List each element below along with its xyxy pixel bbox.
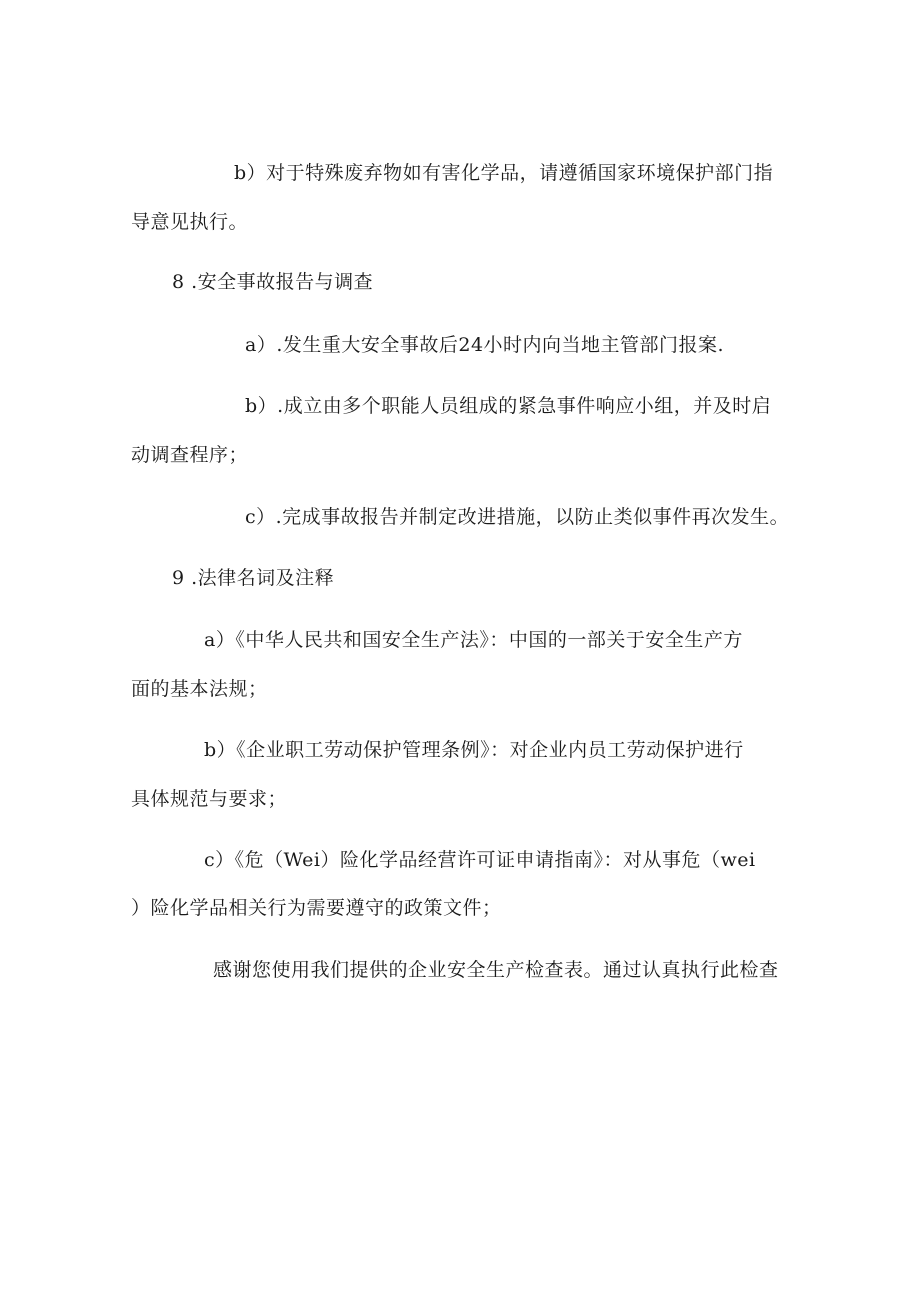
section-9-heading: 9 .法律名词及注释: [172, 567, 335, 589]
section-9-item-c-line-2: ）险化学品相关行为需要遵守的政策文件；: [131, 897, 502, 919]
section-9-item-c-line-1: c）《危（Wei）险化学品经营许可证申请指南》：对从事危（wei: [204, 849, 756, 871]
section-8-item-a: a）.发生重大安全事故后24小时内向当地主管部门报案.: [245, 334, 725, 356]
section-8-item-c: c）.完成事故报告并制定改进措施，以防止类似事件再次发生。: [245, 506, 790, 528]
section-9-item-b-line-2: 具体规范与要求；: [131, 788, 288, 810]
section-9-item-b-line-1: b）《企业职工劳动保护管理条例》：对企业内员工劳动保护进行: [204, 739, 744, 761]
section-8-item-b-line-2: 动调查程序；: [131, 444, 249, 466]
section-9-item-a-line-1: a）《中华人民共和国安全生产法》：中国的一部关于安全生产方: [204, 629, 743, 651]
section-9-item-a-line-2: 面的基本法规；: [131, 678, 268, 700]
section-8-heading: 8 .安全事故报告与调查: [172, 271, 374, 293]
waste-item-b-line-1: b）对于特殊废弃物如有害化学品，请遵循国家环境保护部门指: [234, 162, 774, 184]
waste-item-b-line-2: 导意见执行。: [131, 211, 249, 233]
closing-paragraph-line-1: 感谢您使用我们提供的企业安全生产检查表。通过认真执行此检查: [213, 959, 779, 981]
section-8-item-b-line-1: b）.成立由多个职能人员组成的紧急事件响应小组，并及时启: [245, 395, 772, 417]
